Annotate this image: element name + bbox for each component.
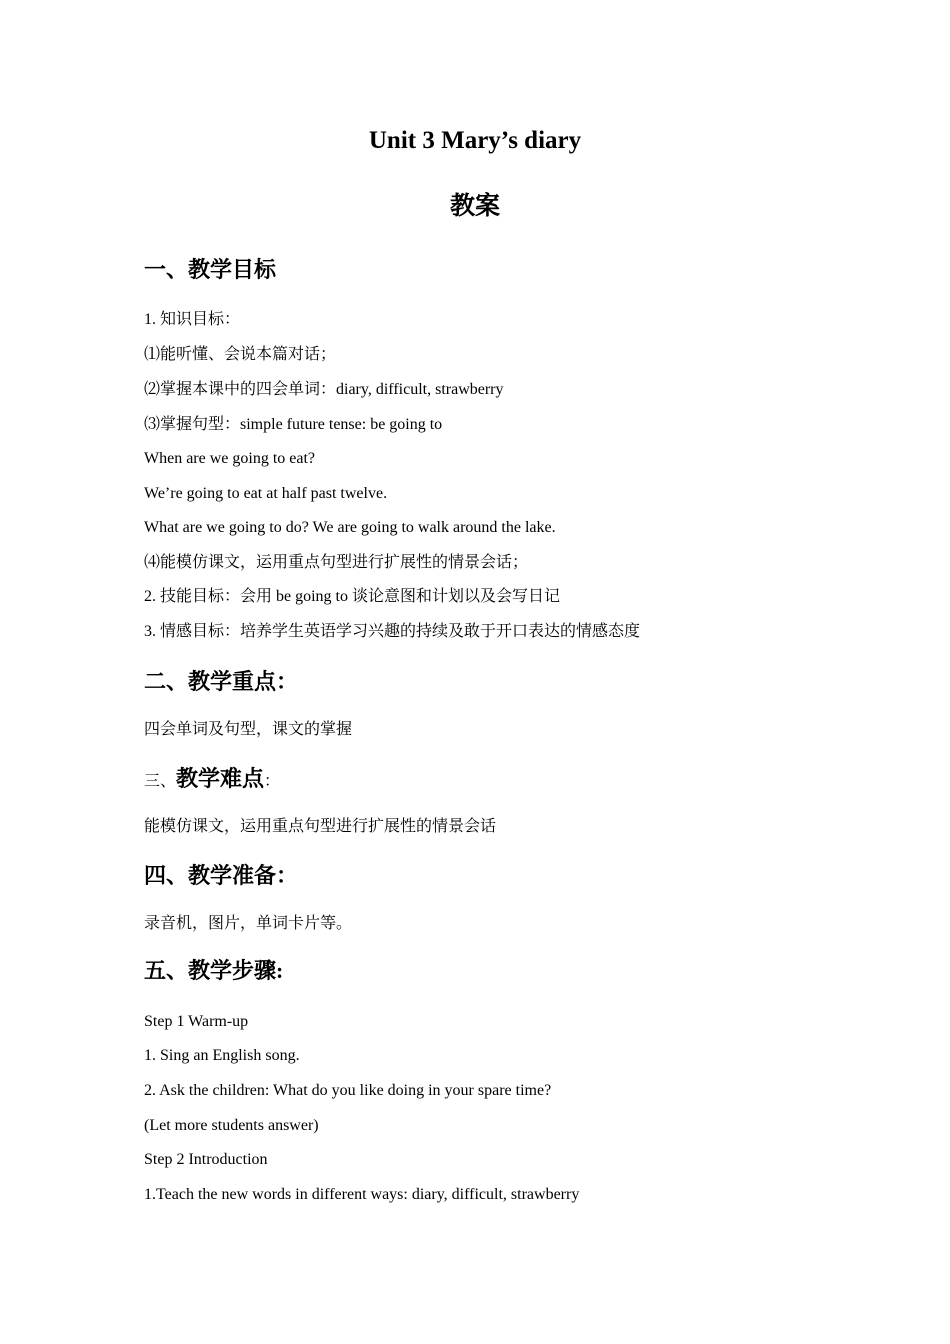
section-heading-objectives: 一、教学目标 [144,257,277,282]
steps-line: Step 2 Introduction [144,1151,268,1168]
objectives-line: ⑶掌握句型：simple future tense: be going to [144,416,443,433]
objectives-line: We’re going to eat at half past twelve. [144,485,388,502]
key-points-line: 四会单词及句型，课文的掌握 [144,721,353,738]
section-heading-preparation: 四、教学准备： [144,863,299,888]
objectives-line: 3. 情感目标：培养学生英语学习兴趣的持续及敢于开口表达的情感态度 [144,623,641,640]
steps-line: Step 1 Warm-up [144,1013,249,1030]
objectives-line: ⑴能听懂、会说本篇对话； [144,346,337,363]
section-heading-key-points: 二、教学重点： [144,669,299,694]
steps-line: 2. Ask the children: What do you like doing in your spare time? [144,1082,552,1099]
heading-prefix: 三、 [144,773,177,790]
section-heading-steps: 五、教学步骤: [144,958,284,983]
preparation-line: 录音机，图片，单词卡片等。 [144,915,353,932]
steps-line: (Let more students answer) [144,1117,319,1134]
objectives-line: What are we going to do? We are going to walk around the lake. [144,519,556,536]
section-heading-difficulties [144,765,280,796]
objectives-line: When are we going to eat? [144,450,316,467]
objectives-line: ⑷能模仿课文，运用重点句型进行扩展性的情景会话； [144,554,529,571]
difficulties-line: 能模仿课文，运用重点句型进行扩展性的情景会话 [144,818,497,835]
steps-line: 1. Sing an English song. [144,1047,300,1064]
steps-line: 1.Teach the new words in different ways: diary, difficult, strawberry [144,1186,580,1203]
objectives-line: ⑵掌握本课中的四会单词：diary, difficult, strawberry [144,381,504,398]
objectives-line: 2. 技能目标：会用 be going to 谈论意图和计划以及会写日记 [144,588,560,605]
objectives-line: 1. 知识目标： [144,311,241,328]
heading-main: 教学难点 [176,766,265,791]
heading-suffix: ： [264,773,281,790]
document-subtitle: 教案 [449,193,500,220]
document-title: Unit 3 Mary’s diary [368,127,582,154]
